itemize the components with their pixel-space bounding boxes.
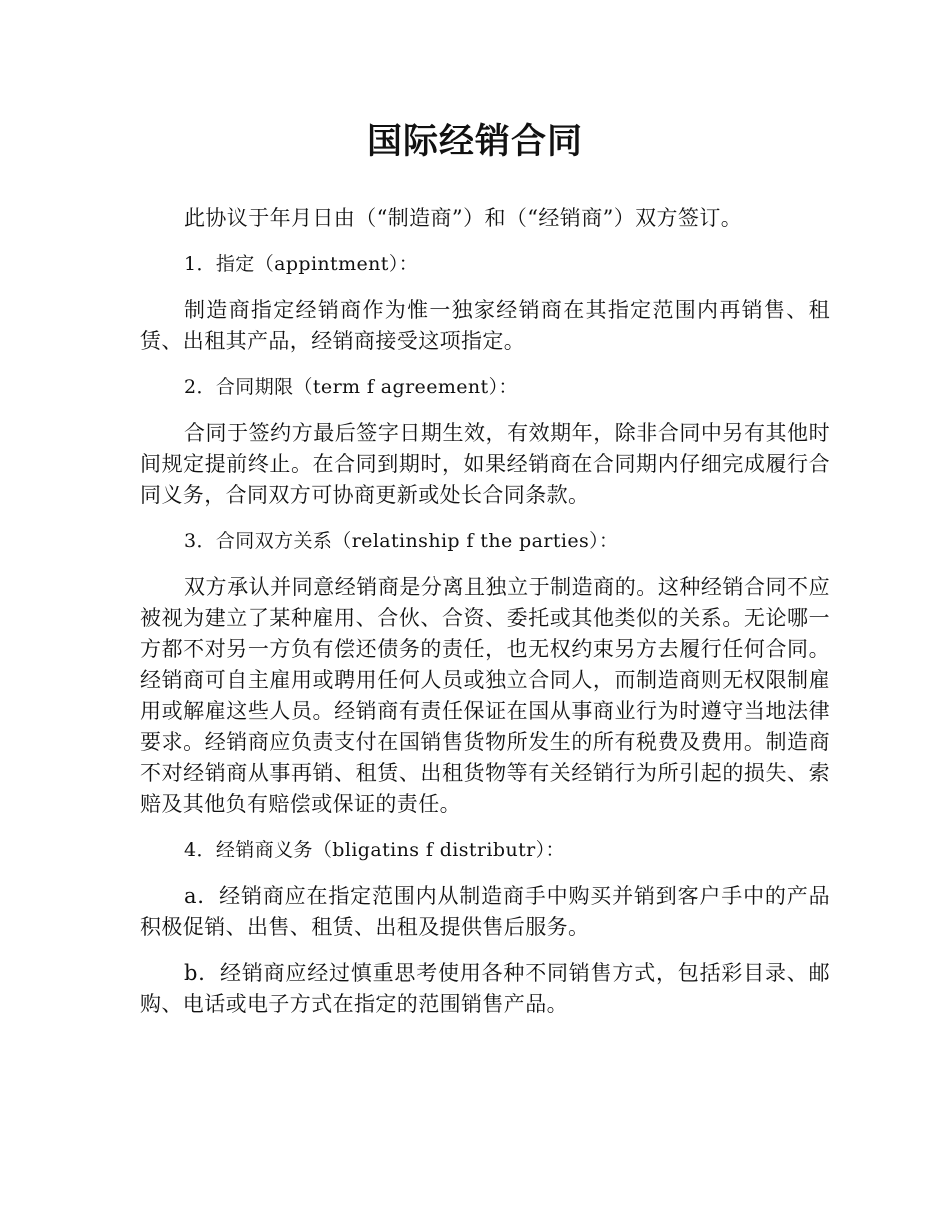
section-1-paragraph: 制造商指定经销商作为惟一独家经销商在其指定范围内再销售、租赁、出租其产品，经销商接受这项指定。 bbox=[140, 298, 830, 353]
section-4-heading: 4．经销商义务（bligatins f distributr）： bbox=[184, 839, 565, 861]
section-3-heading: 3．合同双方关系（relatinship f the parties）： bbox=[184, 530, 619, 552]
section-4-item-b: b．经销商应经过慎重思考使用各种不同销售方式，包括彩目录、邮购、电话或电子方式在指定的范围销售产品。 bbox=[140, 961, 830, 1016]
document-title: 国际经销合同 bbox=[366, 122, 583, 162]
section-4-item-a: a．经销商应在指定范围内从制造商手中购买并销到客户手中的产品积极促销、出售、租赁、出租及提供售后服务。 bbox=[140, 884, 830, 939]
section-1-heading: 1．指定（appintment）： bbox=[184, 253, 419, 275]
document-body bbox=[140, 203, 830, 1035]
section-2-heading: 2．合同期限（term f agreement）： bbox=[184, 376, 518, 398]
preamble-paragraph: 此协议于年月日由（“制造商”）和（“经销商”）双方签订。 bbox=[184, 206, 743, 230]
section-2-paragraph: 合同于签约方最后签字日期生效，有效期年，除非合同中另有其他时间规定提前终止。在合同到期时，如果经销商在合同期内仔细完成履行合同义务，合同双方可协商更新或处长合同条款。 bbox=[140, 421, 830, 507]
section-3-paragraph: 双方承认并同意经销商是分离且独立于制造商的。这种经销合同不应被视为建立了某种雇用、合伙、合资、委托或其他类似的关系。无论哪一方都不对另一方负有偿还债务的责任，也无权约束另方去履行任何合同。经销商可自主雇用或聘用任何人员或独立合同人，而制造商则无权限制雇用或解雇这些人员。经销商有责任保证在国从事商业行为时遵守当地法律要求。经销商应负责支付在国销售货物所发生的所有税费及费用。制造商不对经销商从事再销、租赁、出租货物等有关经销行为所引起的损失、索赔及其他负有赔偿或保证的责任。 bbox=[140, 575, 830, 816]
